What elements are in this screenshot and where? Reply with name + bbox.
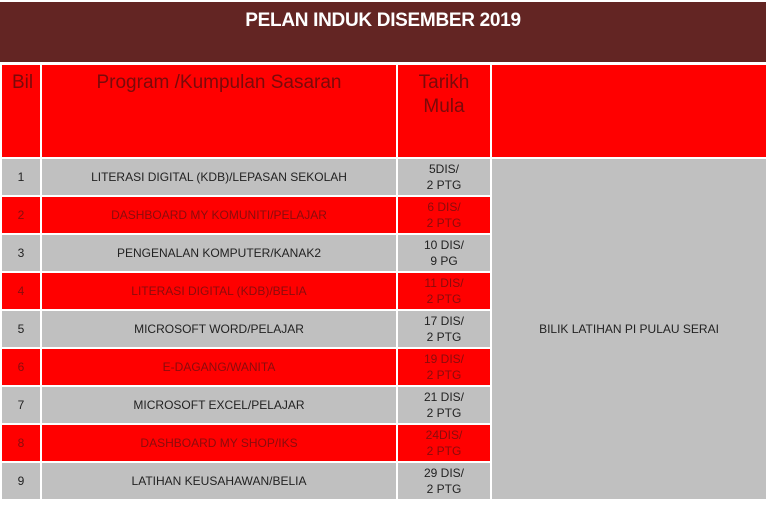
table-header-row: [1, 64, 767, 158]
date-line2: 2 PTG: [426, 368, 462, 382]
cell-program: DASHBOARD MY SHOP/IKS: [41, 424, 397, 462]
header-tarikh-line2: Mula: [423, 96, 465, 117]
cell-bil: 9: [1, 462, 41, 500]
date-line2: 9 PG: [430, 254, 458, 268]
table-row: [1, 158, 767, 196]
date-line2: 2 PTG: [426, 178, 462, 192]
cell-date: [397, 348, 491, 386]
date-line2: 2 PTG: [426, 406, 462, 420]
cell-bil: 2: [1, 196, 41, 234]
date-line1: 19 DIS/: [423, 352, 465, 366]
date-line1: 17 DIS/: [423, 314, 465, 328]
cell-date: [397, 386, 491, 424]
date-line1: 5DIS/: [428, 162, 459, 176]
date-line1: 11 DIS/: [424, 276, 464, 290]
cell-program: MICROSOFT WORD/PELAJAR: [41, 310, 397, 348]
cell-date: [397, 272, 491, 310]
cell-bil: 5: [1, 310, 41, 348]
cell-date: [397, 462, 491, 500]
date-line2: 2 PTG: [426, 444, 462, 458]
date-line2: 2 PTG: [426, 292, 462, 306]
cell-venue: BILIK LATIHAN PI PULAU SERAI: [491, 158, 767, 500]
date-line1: 24DIS/: [425, 428, 463, 442]
cell-bil: 3: [1, 234, 41, 272]
date-line2: 2 PTG: [426, 330, 462, 344]
cell-program: LITERASI DIGITAL (KDB)/BELIA: [41, 272, 397, 310]
header-tarikh-line1: Tarikh: [418, 72, 470, 93]
cell-bil: 8: [1, 424, 41, 462]
cell-date: [397, 310, 491, 348]
header-venue: [491, 64, 767, 158]
cell-bil: 1: [1, 158, 41, 196]
cell-date: [397, 234, 491, 272]
cell-date: [397, 424, 491, 462]
header-tarikh-mula: [397, 64, 491, 158]
page-title: PELAN INDUK DISEMBER 2019: [0, 2, 766, 62]
date-line1: 29 DIS/: [423, 466, 465, 480]
cell-date: [397, 158, 491, 196]
cell-program: MICROSOFT EXCEL/PELAJAR: [41, 386, 397, 424]
date-line2: 2 PTG: [426, 216, 462, 230]
schedule-table: [0, 63, 768, 501]
date-line2: 2 PTG: [426, 482, 462, 496]
cell-program: DASHBOARD MY KOMUNITI/PELAJAR: [41, 196, 397, 234]
cell-program: E-DAGANG/WANITA: [41, 348, 397, 386]
header-bil: Bil: [1, 64, 41, 158]
header-program: Program /Kumpulan Sasaran: [41, 64, 397, 158]
date-line1: 10 DIS/: [423, 238, 465, 252]
date-line1: 6 DIS/: [427, 200, 461, 214]
cell-program: PENGENALAN KOMPUTER/KANAK2: [41, 234, 397, 272]
cell-bil: 6: [1, 348, 41, 386]
cell-bil: 7: [1, 386, 41, 424]
date-line1: 21 DIS/: [423, 390, 465, 404]
cell-bil: 4: [1, 272, 41, 310]
cell-program: LATIHAN KEUSAHAWAN/BELIA: [41, 462, 397, 500]
cell-date: [397, 196, 491, 234]
cell-program: LITERASI DIGITAL (KDB)/LEPASAN SEKOLAH: [41, 158, 397, 196]
